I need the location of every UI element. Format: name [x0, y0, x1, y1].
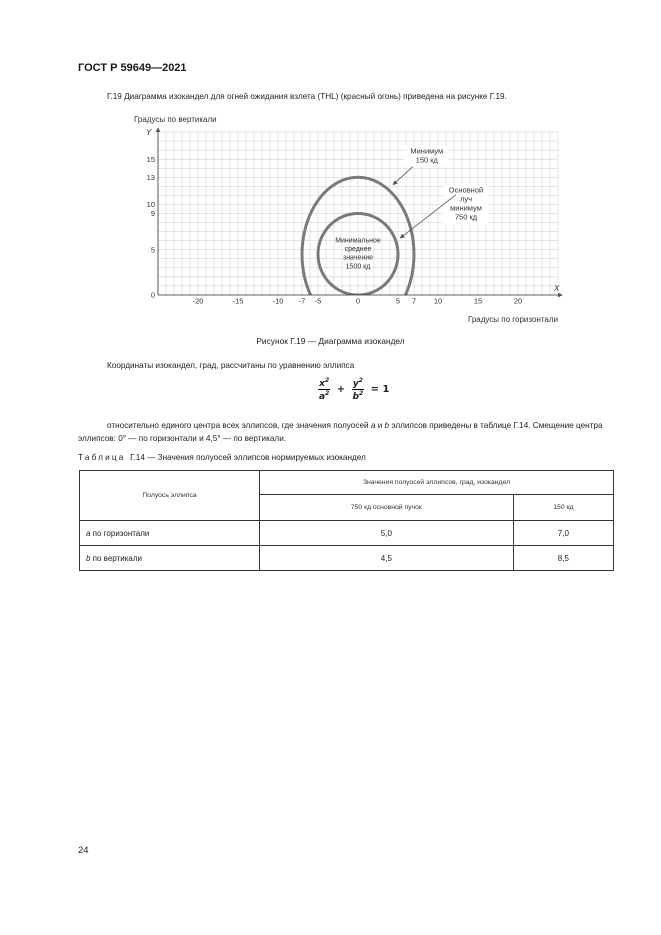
y-tick-label: 9: [150, 209, 155, 219]
formula-fraction-y: $\frac{y^2}{b^2}$: [352, 377, 364, 402]
x-tick-label: -7: [298, 296, 306, 306]
x-axis-symbol: X: [554, 284, 560, 293]
callout-arrow: [393, 167, 413, 185]
y-tick-label: 0: [150, 290, 155, 300]
y-tick-label: 10: [146, 200, 155, 210]
x-tick-label: -20: [192, 296, 204, 306]
y-tick-label: 15: [146, 154, 155, 164]
y-axis-title: Градусы по вертикали: [134, 115, 217, 124]
callout-label-line: луч: [459, 194, 473, 204]
document-header: ГОСТ Р 59649—2021: [78, 62, 187, 74]
x-tick-label: 5: [395, 296, 401, 306]
callout-label-line: Основной: [448, 185, 484, 195]
page-number: 24: [78, 845, 89, 856]
x-tick-label: 0: [355, 296, 361, 306]
callout-label-line: 150 кд: [415, 155, 438, 165]
cell-750: 5,0: [260, 521, 514, 546]
semiaxes-paragraph: относительно единого центра всех эллипсов, где значения полуосей a и b эллипсов приведены в таблице Г.14. Смещение центра эллипсов: 0° — по горизонтали и 4,5° — по вертикали.: [78, 421, 603, 443]
semiaxes-table: [79, 470, 614, 571]
x-tick-label: 20: [513, 296, 523, 306]
callout-label-line: Минимум: [410, 146, 444, 156]
cell-750: 4,5: [260, 546, 514, 571]
table-row: [80, 521, 614, 546]
table-title: Таблица Г.14 — Значения полуосей эллипсов нормируемых изокандел: [78, 453, 366, 462]
isocandela-diagram: [126, 112, 566, 330]
intro-paragraph: Г.19 Диаграмма изокандел для огней ожидания взлета (THL) (красный огонь) приведена на рисунке Г.19.: [107, 92, 507, 101]
x-tick-label: -10: [272, 296, 284, 306]
inner-label-line: значение: [342, 254, 374, 262]
x-tick-label: 15: [473, 296, 483, 306]
formula-plus: +: [336, 384, 346, 395]
inner-label-line: Минимальное: [335, 237, 381, 245]
cell-150: 7,0: [513, 521, 613, 546]
x-tick-label: -5: [314, 296, 322, 306]
formula-fraction-x: $\frac{x^2}{a^2}$: [319, 377, 330, 402]
col-header-750: 750 кд основной пучок: [260, 495, 514, 521]
y-tick-label: 5: [150, 245, 155, 255]
callout-label-line: минимум: [450, 203, 482, 213]
ellipse-formula: [318, 377, 391, 402]
x-tick-label: -15: [232, 296, 244, 306]
coordinates-text: Координаты изокандел, град, рассчитаны по уравнению эллипса: [107, 361, 355, 370]
x-tick-label: 10: [433, 296, 443, 306]
callout-label-line: 750 кд: [454, 212, 478, 222]
col-header-group: Значения полуосей эллипсов, град, изокандел: [260, 471, 614, 495]
table-row: [80, 546, 614, 571]
x-tick-label: 7: [411, 296, 417, 306]
cell-150: 8,5: [513, 546, 613, 571]
row-label: b по вертикали: [80, 546, 260, 571]
y-axis-symbol: Y: [146, 128, 152, 137]
col-header-150: 150 кд: [513, 495, 613, 521]
inner-label-line: 1500 кд: [345, 263, 371, 271]
y-tick-label: 13: [146, 172, 155, 182]
formula-equals: = 1: [370, 384, 390, 395]
col-header-semiaxis: Полуось эллипса: [80, 471, 260, 521]
inner-label-line: среднее: [344, 246, 372, 254]
figure-caption: Рисунок Г.19 — Диаграмма изокандел: [256, 336, 405, 346]
row-label: a по горизонтали: [80, 521, 260, 546]
x-axis-title: Градусы по горизонтали: [467, 315, 558, 324]
